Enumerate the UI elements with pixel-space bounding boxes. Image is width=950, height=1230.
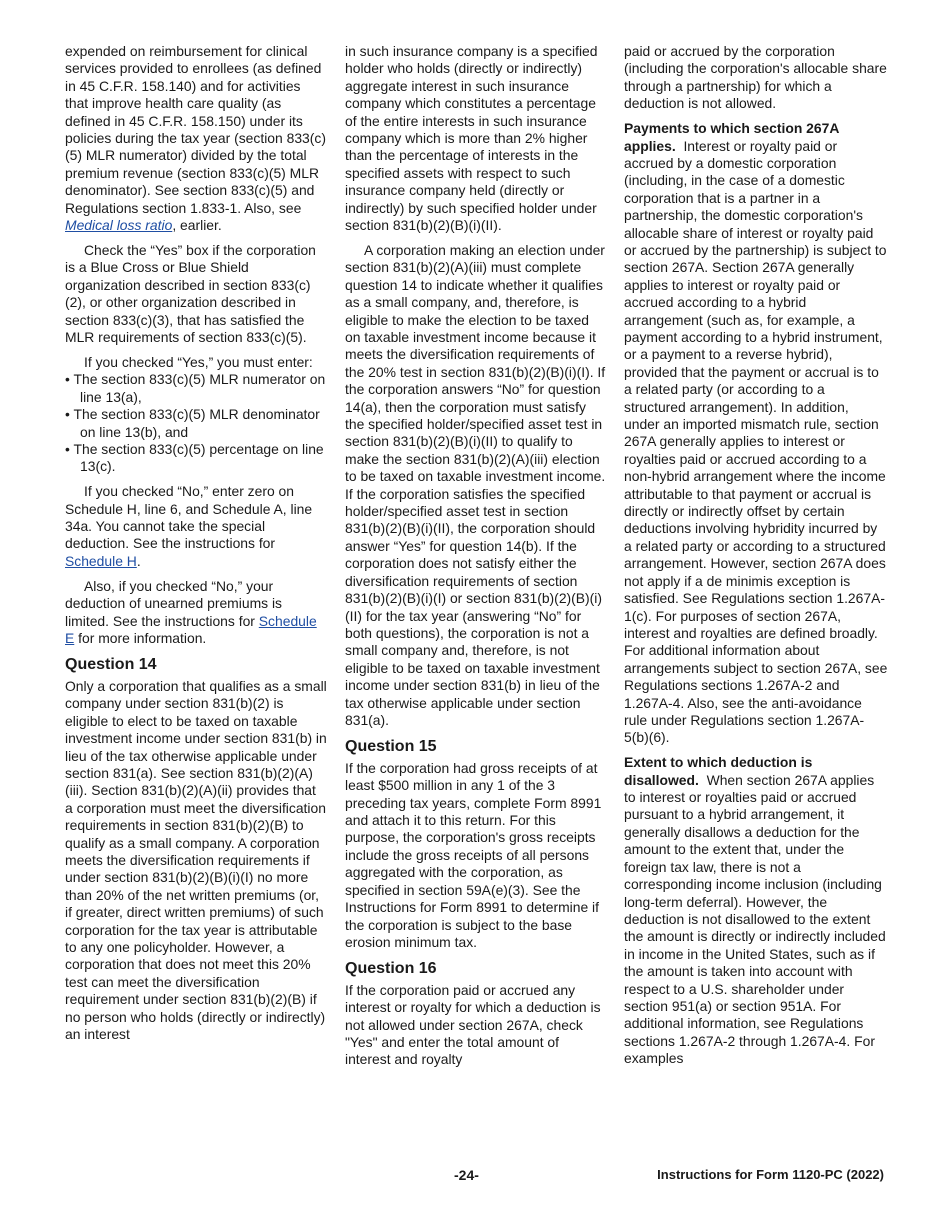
paragraph-yes-box: Check the “Yes” box if the corporation is a Blue Cross or Blue Shield organization described in section 833(c)(2), or other organization described in section 833(c)(3), that has satisfied the MLR requirements of section 833(c)(5).: [65, 241, 316, 345]
paragraph-continued: paid or accrued by the corporation (including the corporation's allocable share through a partnership) for which a deduction is not allowed.: [624, 43, 887, 112]
run-in-heading: Extent to which deduction is disallowed.: [624, 754, 813, 788]
run-in-heading: Payments to which section 267A applies.: [624, 120, 839, 154]
paragraph-payments-267a: Payments to which section 267A applies. Interest or royalty paid or accrued by a domestic corporation (including, in the case of a domestic corporation that is a partner in a partnership, the domestic corporation's allocable share of interest or royalty paid or accrued by the partnership) is subject to section 267A. Section 267A generally applies to interest or royalty paid or accrued according to a hybrid arrangement (such as, for example, a payment according to a hybrid instrument, or a payment to a reverse hybrid), provided that the payment or accrual is to a related party (or according to a structured arrangement). In addition, under an imported mismatch rule, section 267A generally applies to interest or royalties paid or accrued according to a non-hybrid arrangement where the income attributable to that payment or accrual is directly or indirectly offset by certain deductions involving hybridity incurred by a related party or according to a structured arrangement. However, section 267A does not apply if a de minimis exception is satisfied. See Regulations section 1.267A-1(c). For purposes of section 267A, interest and royalties are defined broadly. For additional information about arrangements subject to section 267A, see Regulations sections 1.267A-2 and 1.267A-4. Also, see the anti-avoidance rule under Regulations section 1.267A-5(b)(6).: [624, 120, 888, 746]
paragraph-question-14: Only a corporation that qualifies as a small company under section 831(b)(2) is eligible to elect to be taxed on taxable investment income under section 831(b) in lieu of the tax otherwise applicable under section 831(a). See section 831(b)(2)(A)(iii). Section 831(b)(2)(A)(ii) provides that a corporation must meet the diversification requirements in section 831(b)(2)(B) to qualify as a small company. A corporation meets the diversification requirements if under section 831(b)(2)(B)(i)(I) no more than 20% of the net written premiums (or, if greater, direct written premiums) of such corporation for the tax year is attributable to any one policyholder. However, a corporation that does not meet this 20% test can meet the diversification requirement under section 831(b)(2)(B) if no person who holds (directly or indirectly) an interest: [65, 677, 327, 1043]
bullet-item: • The section 833(c)(5) MLR numerator on line 13(a),: [65, 371, 326, 405]
paragraph-specified-holder: in such insurance company is a specified holder who holds (directly or indirectly) aggregate interest in such insurance company which constitutes a percentage of the entire interests in such insurance company which is more than 2% higher than the percentage of interests in the specified assets with respect to such insurance company held (directly or indirectly) by such specified holder under section 831(b)(2)(B)(i)(II).: [345, 43, 598, 234]
bullet-item: • The section 833(c)(5) MLR denominator on line 13(b), and: [65, 406, 320, 440]
paragraph-question-15: If the corporation had gross receipts of at least $500 million in any 1 of the 3 preceding tax years, complete Form 8991 and attach it to this return. For this purpose, the corporation's gross receipts include the gross receipts of all persons aggregated with the corporation, as specified in section 59A(e)(3). See the Instructions for Form 8991 to determine if the corporation is subject to the base erosion minimum tax.: [345, 759, 602, 950]
paragraph-election: A corporation making an election under section 831(b)(2)(A)(iii) must complete question 14 to indicate whether it qualifies as a small company, and, therefore, is eligible to make the election to be taxed on taxable investment income because it meets the diversification requirements of the 20% test in section 831(b)(2)(B)(i)(I). If the corporation answers “No” for question 14(a), then the corporation must satisfy the specified holder/specified asset test in section 831(b)(2)(B)(i)(II) to qualify to make the section 831(b)(2)(A)(iii) election to be taxed on taxable investment income. If the corporation satisfies the specified holder/specified asset test in section 831(b)(2)(B)(i)(II), the corporation should answer “Yes” for question 14(b). If the corporation does not satisfy either the diversification requirements of section 831(b)(2)(B)(i)(I) or section 831(b)(2)(B)(i)(II) for the tax year (answering “No” for both questions), the corporation is not a small company and, therefore, is not eligible to be taxed on taxable investment income under section 831(b) in lieu of the tax otherwise applicable under section 831(a).: [345, 241, 606, 728]
question-16-heading: Question 16: [345, 959, 437, 977]
column-1: [65, 43, 327, 1051]
paragraph-deduction-disallowed: Extent to which deduction is disallowed. When section 267A applies to interest or royalties paid or accrued pursuant to a hybrid arrangement, it generally disallows a deduction for the amount to the extent that, under the foreign tax law, there is not a corresponding income inclusion (including long-term deferral). However, the deduction is not disallowed to the extent the amount is directly or indirectly included in income in the United States, such as if the amount is taken into account with respect to a U.S. shareholder under section 951(a) or section 951A. For additional information, see Regulations sections 1.267A-2 through 1.267A-4. For examples: [624, 754, 886, 1067]
medical-loss-ratio-link[interactable]: Medical loss ratio: [65, 217, 173, 234]
paragraph-unearned-premiums: Also, if you checked “No,” your deduction of unearned premiums is limited. See the instructions for Schedule E for more information.: [65, 577, 317, 646]
paragraph-mlr-definition: expended on reimbursement for clinical services provided to enrollees (as defined in 45 C.F.R. 158.140) and for activities that improve health care quality (as defined in 45 C.F.R. 158.150) under its policies during the tax year (section 833(c)(5) MLR numerator) divided by the total premium revenue (section 833(c)(5) MLR denominator). See section 833(c)(5) and Regulations section 1.833-1. Also, see Medical loss ratio, earlier.: [65, 43, 326, 234]
column-2: [345, 43, 607, 1076]
paragraph-if-no: If you checked “No,” enter zero on Schedule H, line 6, and Schedule A, line 34a. You cannot take the special deduction. See the instructions for Schedule H.: [65, 483, 313, 569]
schedule-e-link[interactable]: Schedule E: [65, 612, 317, 646]
bullet-item: • The section 833(c)(5) percentage on line 13(c).: [65, 440, 324, 475]
page-number: -24-: [454, 1167, 479, 1183]
question-15-heading: Question 15: [345, 737, 437, 755]
footer-title: Instructions for Form 1120-PC (2022): [657, 1167, 884, 1182]
paragraph-if-yes: If you checked “Yes,” you must enter:: [84, 353, 313, 370]
column-3: [624, 43, 888, 1075]
schedule-h-link[interactable]: Schedule H: [65, 552, 137, 569]
question-14-heading: Question 14: [65, 655, 157, 673]
paragraph-question-16: If the corporation paid or accrued any interest or royalty for which a deduction is not allowed under section 267A, check "Yes" and enter the total amount of interest and royalty: [345, 981, 601, 1068]
